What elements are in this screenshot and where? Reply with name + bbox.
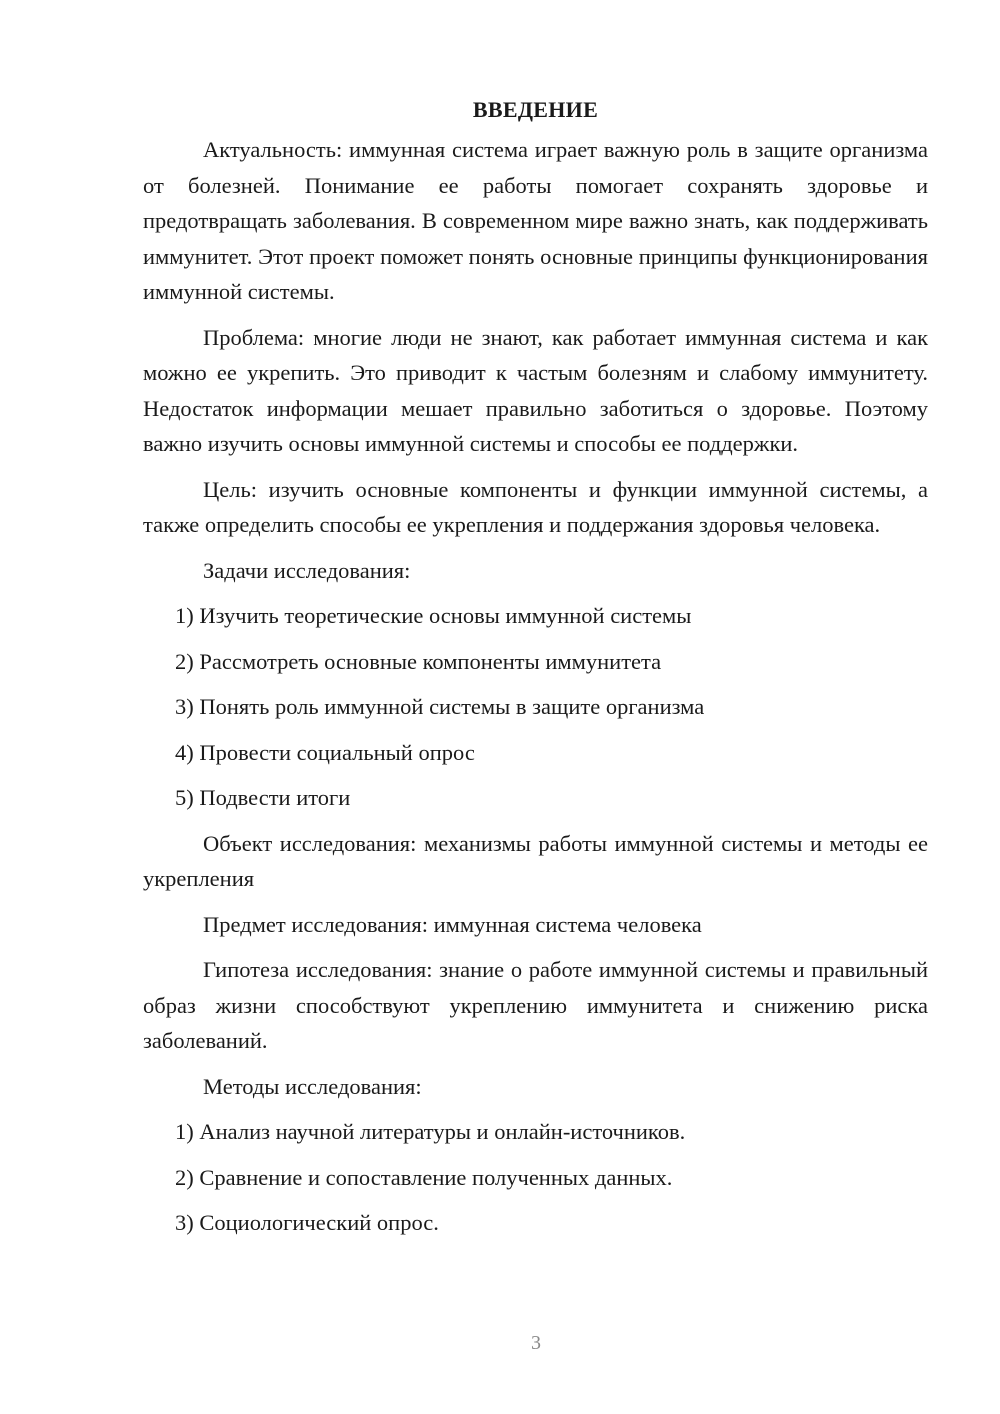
object-paragraph: Объект исследования: механизмы работы иммунной системы и методы ее укрепления <box>143 830 928 891</box>
list-item-number: 4) <box>175 739 200 765</box>
methods-list <box>143 1114 928 1241</box>
document-page <box>143 92 928 1251</box>
page-title: ВВЕДЕНИЕ <box>472 97 599 122</box>
list-item <box>143 1114 928 1150</box>
tasks-list <box>143 598 928 816</box>
list-item-text: Рассмотреть основные компоненты иммунитета <box>199 648 662 674</box>
subject-paragraph: Предмет исследования: иммунная система человека <box>203 911 702 937</box>
list-item-number: 5) <box>175 785 200 810</box>
list-item-text: Подвести итоги <box>199 785 351 810</box>
list-item <box>143 689 928 725</box>
list-item-number: 2) <box>175 648 200 674</box>
list-item <box>143 644 928 680</box>
list-item <box>143 1205 928 1241</box>
list-item-number: 3) <box>175 694 200 719</box>
list-item-number: 3) <box>175 1210 200 1235</box>
list-item-text: Сравнение и сопоставление полученных данных. <box>199 1164 673 1190</box>
relevance-paragraph: Актуальность: иммунная система играет важную роль в защите организма от болезней. Понимание ее работы помогает сохранять здоровье и предотвращать заболевания. В современном мире важно знать, как поддерживать иммунитет. Этот проект поможет понять основные принципы функционирования иммунной системы. <box>143 137 928 304</box>
list-item-text: Социологический опрос. <box>199 1210 439 1235</box>
problem-paragraph: Проблема: многие люди не знают, как работает иммунная система и как можно ее укрепить. Это приводит к частым болезням и слабому иммунитету. Недостаток информации мешает правильно заботиться о здоровье. Поэтому важно изучить основы иммунной системы и способы ее поддержки. <box>143 324 928 456</box>
list-item-number: 2) <box>175 1164 200 1190</box>
list-item-text: Понять роль иммунной системы в защите организма <box>199 694 705 719</box>
list-item <box>143 1160 928 1196</box>
list-item-number: 1) <box>175 1119 200 1144</box>
list-item-text: Провести социальный опрос <box>199 739 475 765</box>
list-item-text: Изучить теоретические основы иммунной системы <box>199 603 692 628</box>
list-item <box>143 735 928 771</box>
methods-heading: Методы исследования: <box>203 1073 422 1099</box>
page-number: 3 <box>531 1332 541 1354</box>
list-item <box>143 780 928 816</box>
list-item <box>143 598 928 634</box>
list-item-text: Анализ научной литературы и онлайн-источников. <box>199 1119 686 1144</box>
goal-paragraph: Цель: изучить основные компоненты и функции иммунной системы, а также определить способы ее укрепления и поддержания здоровья человека. <box>143 476 928 537</box>
tasks-heading: Задачи исследования: <box>203 557 411 583</box>
list-item-number: 1) <box>175 603 200 628</box>
hypothesis-paragraph: Гипотеза исследования: знание о работе иммунной системы и правильный образ жизни способствуют укреплению иммунитета и снижению риска заболеваний. <box>143 957 928 1053</box>
